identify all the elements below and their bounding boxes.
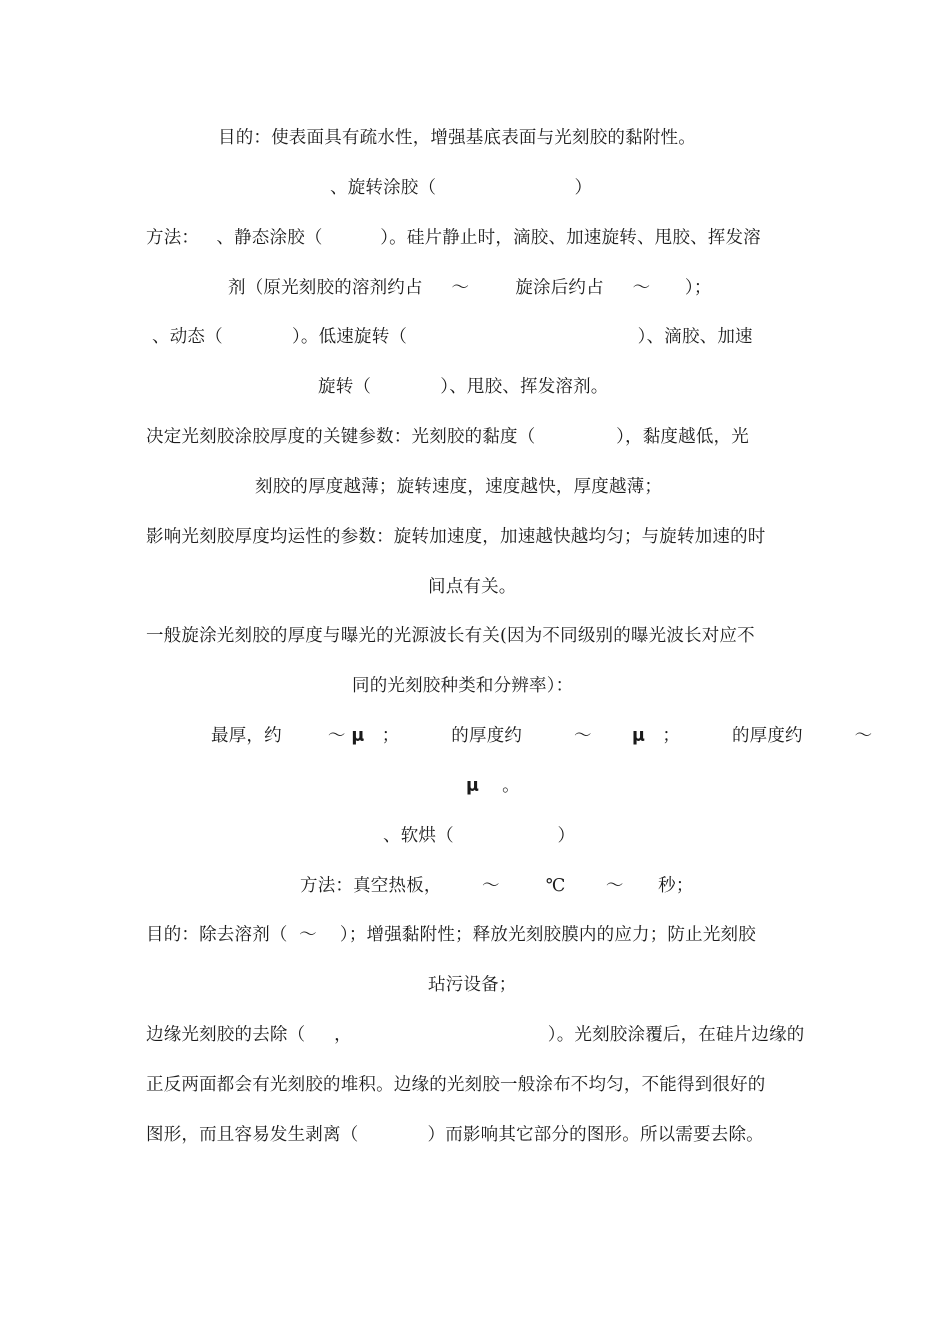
- section-heading-soft-bake: 、软烘（ ）: [383, 826, 576, 846]
- wavelength-continuation: 同的光刻胶种类和分辨率）：: [352, 676, 574, 696]
- wavelength-line: 一般旋涂光刻胶的厚度与曝光的光源波长有关(因为不同级别的曝光波长对应不: [146, 626, 755, 646]
- uniformity-continuation: 间点有关。: [428, 577, 517, 597]
- edge-bead-removal-line: 边缘光刻胶的去除（ ， ）。光刻胶涂覆后，在硅片边缘的: [146, 1025, 805, 1045]
- method-static-line: 方法： 、静态涂胶（ ）。硅片静止时，滴胶、加速旋转、甩胶、挥发溶: [146, 228, 761, 248]
- thickness-parameter-continuation: 刻胶的厚度越薄；旋转速度，速度越快，厚度越薄；: [255, 477, 663, 497]
- method-dynamic-line: 、动态（ ）。低速旋转（ ）、滴胶、加速: [152, 327, 753, 347]
- uniformity-parameter-line: 影响光刻胶厚度均运性的参数：旋转加速度，加速越快越均匀；与旋转加速的时: [146, 527, 766, 547]
- soft-bake-purpose-line: 目的：除去溶剂（ ～ ）；增强黏附性；释放光刻胶膜内的应力；防止光刻胶: [146, 925, 756, 945]
- solvent-ratio-line: 剂（原光刻胶的溶剂约占 ～ 旋涂后约占 ～ ）；: [228, 278, 712, 298]
- thickness-values-line: 最厚，约 ～ μ ； 的厚度约 ～ μ ； 的厚度约 ～: [211, 726, 873, 746]
- section-heading-spin-coating: 、旋转涂胶（ ）: [330, 178, 593, 198]
- edge-bead-description-line: 正反两面都会有光刻胶的堆积。边缘的光刻胶一般涂布不均匀，不能得到很好的: [146, 1075, 766, 1095]
- thickness-parameter-line: 决定光刻胶涂胶厚度的关键参数：光刻胶的黏度（ ），黏度越低，光: [146, 427, 749, 447]
- micro-unit-symbol: μ: [466, 776, 480, 796]
- micro-unit-symbol: μ: [351, 726, 365, 746]
- dynamic-continuation-line: 旋转（ ）、甩胶、挥发溶剂。: [318, 377, 609, 397]
- soft-bake-method-line: 方法：真空热板， ～ ℃ ～ 秒；: [300, 876, 694, 896]
- edge-bead-conclusion-line: 图形，而且容易发生剥离（ ）而影响其它部分的图形。所以需要去除。: [146, 1125, 764, 1145]
- soft-bake-purpose-continuation: 玷污设备；: [428, 975, 517, 995]
- thickness-values-continuation: μ 。: [466, 776, 520, 796]
- purpose-line: 目的：使表面具有疏水性，增强基底表面与光刻胶的黏附性。: [218, 128, 696, 148]
- micro-unit-symbol: μ: [632, 726, 646, 746]
